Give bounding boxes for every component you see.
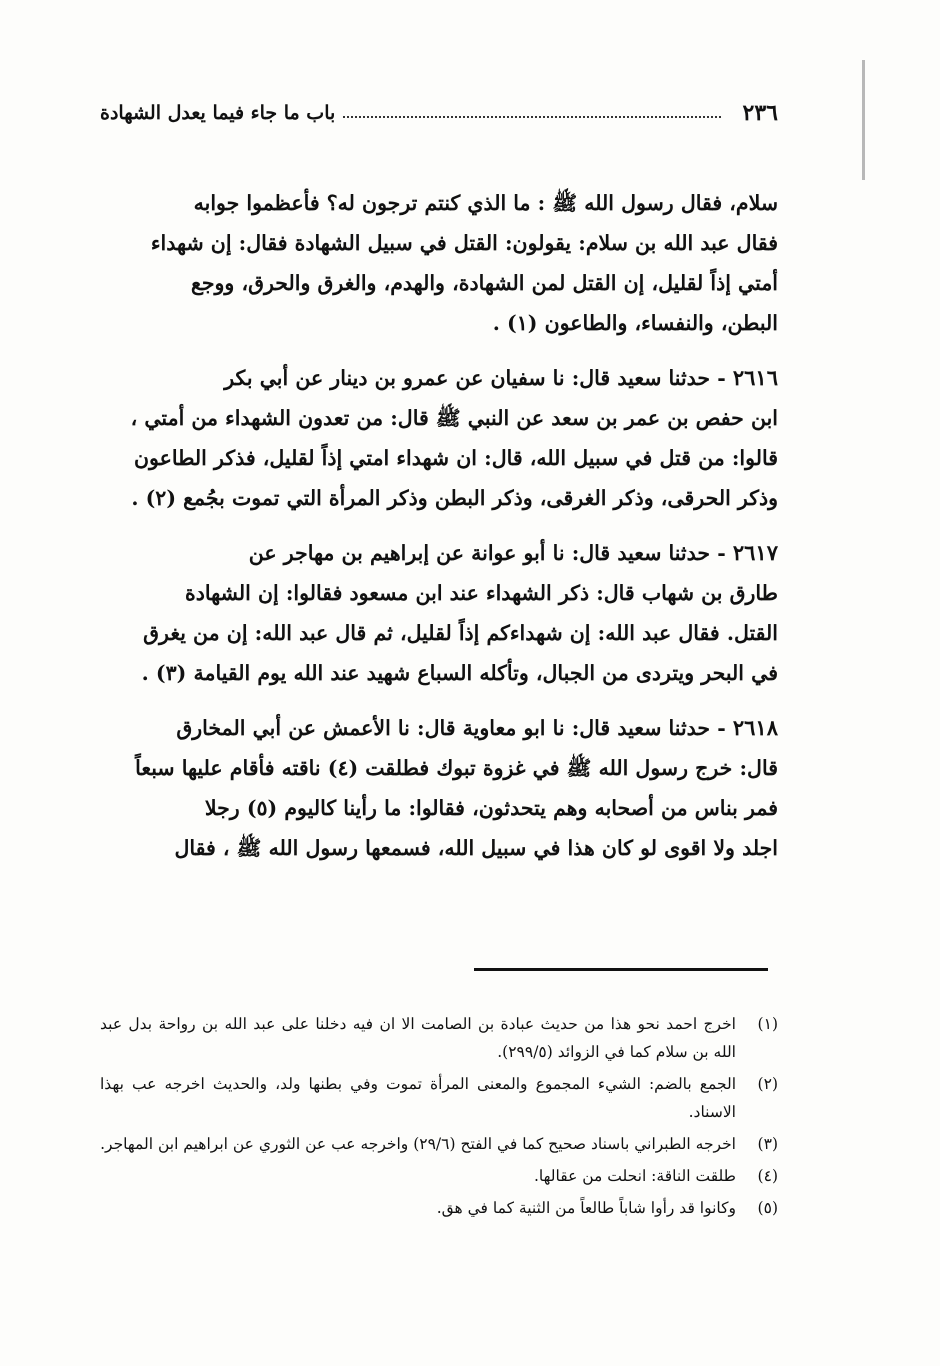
text-line: فقال عبد الله بن سلام: يقولون: القتل في سبيل الشهادة فقال: إن شهداء xyxy=(150,231,778,255)
text-line: فمر بناس من أصحابه وهم يتحدثون، فقالوا: ما رأينا كاليوم (٥) رجلا xyxy=(204,796,778,820)
hadith-number: ٢٦١٧ xyxy=(732,540,778,565)
footnote-text: اخرجه الطبراني باسناد صحيح كما في الفتح (٢٩/٦) واخرجه عب عن الثوري عن ابراهيم ابن المهاجر. xyxy=(100,1135,736,1153)
footnote-text: الجمع بالضم: الشيء المجموع والمعنى المرأة تموت وفي بطنها ولد، والحديث اخرجه عب بهذا الاسناد. xyxy=(100,1075,736,1121)
paragraph-continuation xyxy=(100,183,778,343)
footnote-mark: (٤) xyxy=(757,1167,778,1185)
running-header xyxy=(100,96,778,130)
page-edge-line xyxy=(862,60,865,180)
hadith-2616 xyxy=(100,358,778,518)
footnote-separator xyxy=(474,968,768,971)
text-line: اجلد ولا اقوى لو كان هذا في سبيل الله، فسمعها رسول الله ﷺ ، فقال xyxy=(174,836,778,860)
text-line: في البحر ويتردى من الجبال، وتأكله السباع شهيد عند الله يوم القيامة (٣) . xyxy=(141,661,778,685)
footnote-mark: (١) xyxy=(757,1015,778,1033)
footnote-text: اخرج احمد نحو هذا من حديث عبادة بن الصامت الا ان فيه دخلنا على عبد الله بن رواحة بدل عبد الله بن سلام كما في الزوائد (٢٩٩/٥). xyxy=(100,1015,736,1061)
footnote xyxy=(100,1070,778,1126)
main-text xyxy=(100,183,778,883)
footnote xyxy=(100,1194,778,1222)
text-line: وذكر الحرقى، وذكر الغرقى، وذكر البطن وذكر المرأة التي تموت بجُمع (٢) . xyxy=(131,486,778,510)
footnote-mark: (٥) xyxy=(757,1199,778,1217)
text-line: - حدثنا سعيد قال: نا أبو عوانة عن إبراهيم بن مهاجر عن xyxy=(248,541,726,565)
text-line: ابن حفص بن عمر بن سعد عن النبي ﷺ قال: من تعدون الشهداء من أمتي ، xyxy=(130,406,778,430)
text-line: سلام، فقال رسول الله ﷺ : ما الذي كنتم ترجون له؟ فأعظموا جوابه xyxy=(193,191,778,215)
text-line: قالوا: من قتل في سبيل الله، قال: ان شهداء امتي إذاً لقليل، فذكر الطاعون xyxy=(133,446,778,470)
text-line: القتل. فقال عبد الله: إن شهداءكم إذاً لقليل، ثم قال عبد الله: إن من يغرق xyxy=(143,621,778,645)
hadith-number: ٢٦١٦ xyxy=(732,365,778,390)
hadith-2618 xyxy=(100,708,778,868)
text-line: قال: خرج رسول الله ﷺ في غزوة تبوك فطلقت (٤) ناقته فأقام عليها سبعاً xyxy=(135,756,778,780)
footnote xyxy=(100,1130,778,1158)
text-line: البطن، والنفساء، والطاعون (١) . xyxy=(492,311,778,335)
chapter-title: باب ما جاء فيما يعدل الشهادة xyxy=(100,102,336,124)
page-number: ٢٣٦ xyxy=(742,100,778,126)
text-line: - حدثنا سعيد قال: نا سفيان عن عمرو بن دينار عن أبي بكر xyxy=(224,366,726,390)
footnote-text: طلقت الناقة: انحلت من عقالها. xyxy=(533,1167,736,1185)
footnotes xyxy=(100,1010,778,1226)
header-dotted-leader xyxy=(343,116,720,118)
footnote-mark: (٣) xyxy=(757,1135,778,1153)
footnote xyxy=(100,1162,778,1190)
footnote-mark: (٢) xyxy=(757,1075,778,1093)
hadith-number: ٢٦١٨ xyxy=(732,715,778,740)
text-line: طارق بن شهاب قال: ذكر الشهداء عند ابن مسعود فقالوا: إن الشهادة xyxy=(185,581,778,605)
hadith-2617 xyxy=(100,533,778,693)
text-line: أمتي إذاً لقليل، إن القتل لمن الشهادة، والهدم، والغرق والحرق، ووجع xyxy=(190,271,778,295)
footnote-text: وكانوا قد رأوا شاباً طالعاً من الثنية كما في هق. xyxy=(436,1199,736,1217)
footnote xyxy=(100,1010,778,1066)
text-line: - حدثنا سعيد قال: نا ابو معاوية قال: نا الأعمش عن أبي المخارق xyxy=(176,716,726,740)
